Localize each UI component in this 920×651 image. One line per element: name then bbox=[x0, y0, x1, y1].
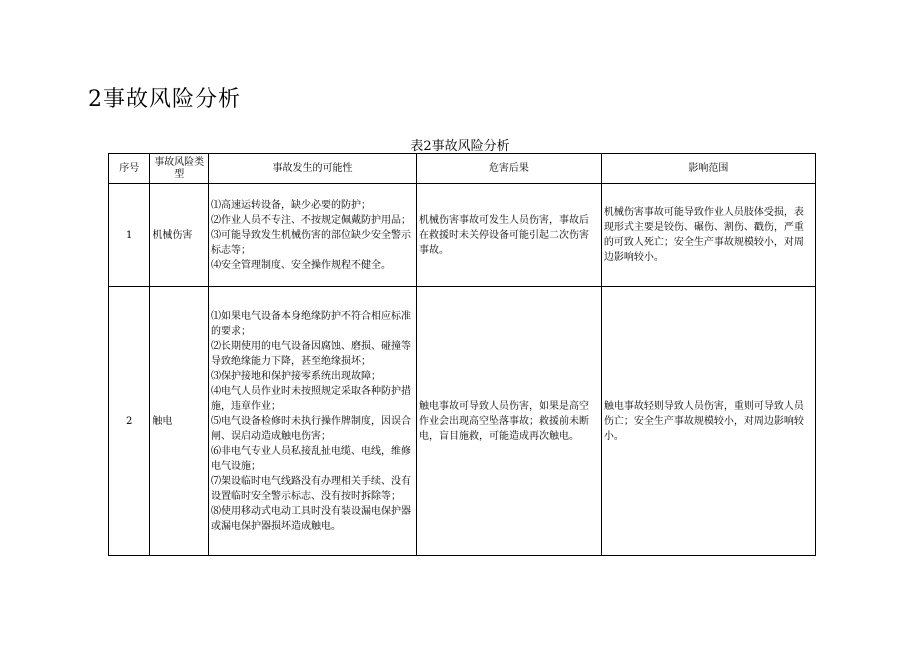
harm-consequence: 触电事故可导致人员伤害，如果是高空作业会出现高空坠落事故；救援前未断电，盲目施救，可能造成再次触电。 bbox=[417, 287, 602, 556]
cause-item: ⑷电气人员作业时未按照规定采取各种防护措施，违章作业； bbox=[210, 385, 411, 412]
risk-type: 机械伤害 bbox=[150, 184, 209, 287]
table-caption: 表2事故风险分析 bbox=[410, 139, 510, 154]
section-heading: 2事故风险分析 bbox=[88, 87, 241, 112]
cause-list bbox=[208, 184, 416, 287]
header-cause: 事故发生的可能性 bbox=[208, 154, 416, 184]
table-row bbox=[109, 287, 816, 556]
cause-item: ⑻使用移动式电动工具时没有装设漏电保护器或漏电保护器损坏造成触电。 bbox=[210, 505, 411, 532]
impact-scope: 触电事故轻则导致人员伤害，重则可导致人员伤亡；安全生产事故规模较小，对周边影响较小。 bbox=[601, 287, 815, 556]
cause-item: ⑴高速运转设备，缺少必要的防护； bbox=[210, 199, 371, 211]
cause-item: ⑷安全管理制度、安全操作规程不健全。 bbox=[210, 259, 391, 271]
cause-item: ⑶保护接地和保护接零系统出现故障； bbox=[210, 370, 381, 382]
row-number: 2 bbox=[109, 287, 150, 556]
cause-list bbox=[208, 287, 416, 556]
harm-consequence: 机械伤害事故可发生人员伤害，事故后在救援时未关停设备可能引起二次伤害事故。 bbox=[417, 184, 602, 287]
cause-item: ⑴如果电气设备本身绝缘防护不符合相应标准的要求； bbox=[210, 310, 411, 337]
cause-item: ⑵长期使用的电气设备因腐蚀、磨损、碰撞等导致绝缘能力下降，甚至绝缘损坏； bbox=[210, 340, 411, 367]
header-scope: 影响范围 bbox=[601, 154, 815, 184]
cause-item: ⑹非电气专业人员私接乱扯电缆、电线，维修电气设施； bbox=[210, 445, 411, 472]
cause-item: ⑶可能导致发生机械伤害的部位缺少安全警示标志等； bbox=[210, 229, 411, 256]
header-no: 序号 bbox=[109, 154, 150, 184]
row-number: 1 bbox=[109, 184, 150, 287]
risk-analysis-table bbox=[108, 153, 816, 556]
cause-item: ⑵作业人员不专注、不按规定佩戴防护用品； bbox=[210, 214, 411, 226]
table-row bbox=[109, 184, 816, 287]
header-type: 事故风险类型 bbox=[150, 154, 209, 184]
cause-item: ⑺架设临时电气线路没有办理相关手续、没有设置临时安全警示标志、没有按时拆除等； bbox=[210, 475, 411, 502]
header-harm: 危害后果 bbox=[417, 154, 602, 184]
risk-type: 触电 bbox=[150, 287, 209, 556]
table-header-row bbox=[109, 154, 816, 184]
cause-item: ⑸电气设备检修时未执行操作牌制度，因误合闸、误启动造成触电伤害； bbox=[210, 415, 411, 442]
impact-scope: 机械伤害事故可能导致作业人员肢体受损，表现形式主要是铰伤、碾伤、割伤、戳伤，严重的可致人死亡；安全生产事故规模较小，对周边影响较小。 bbox=[601, 184, 815, 287]
